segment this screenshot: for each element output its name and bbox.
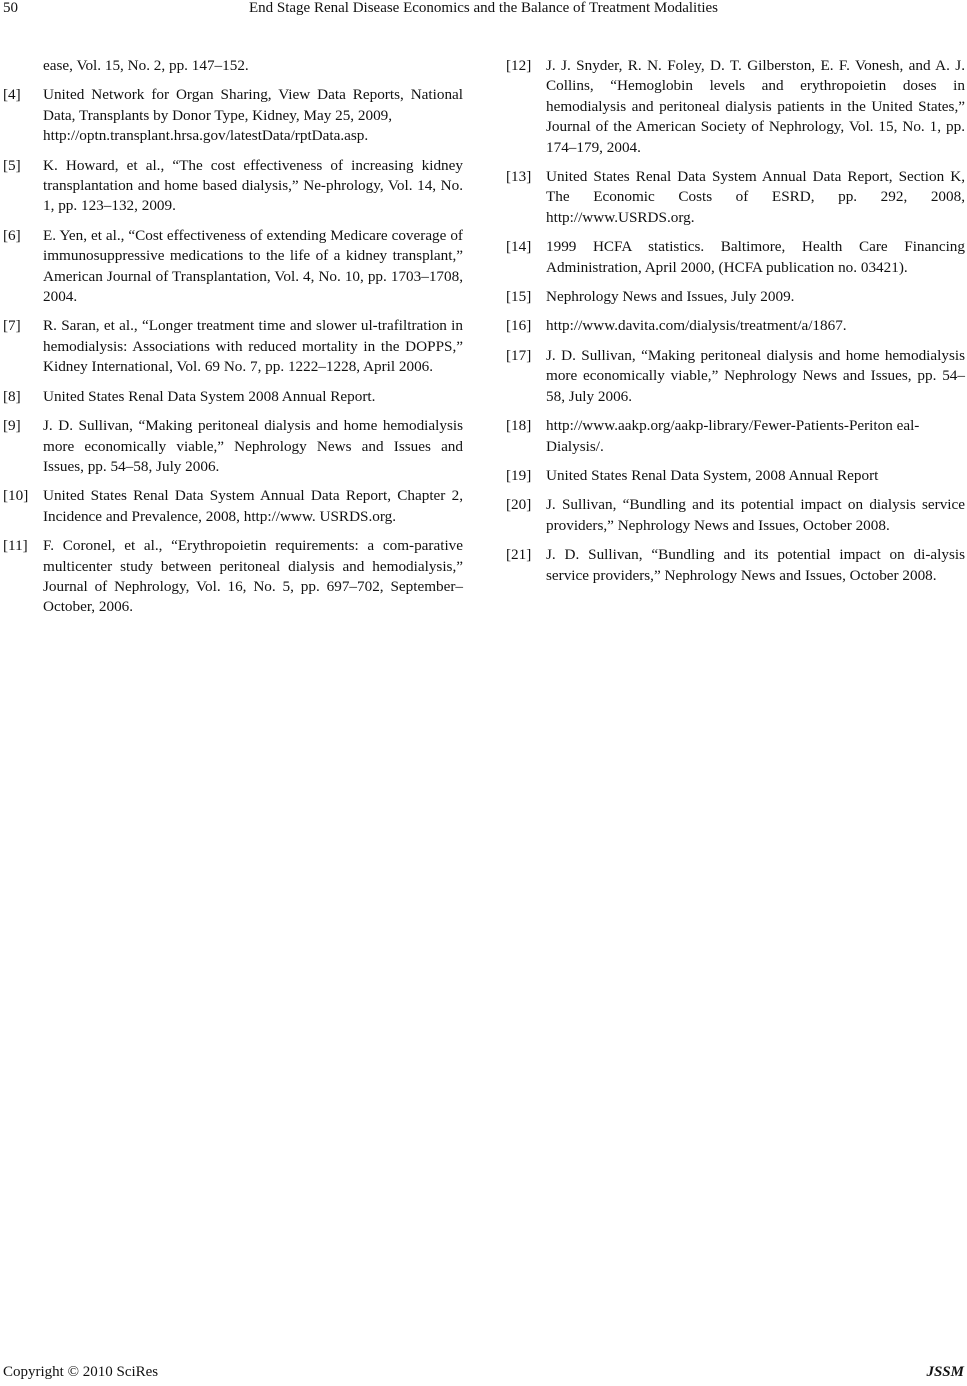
reference-item	[0, 416, 463, 477]
reference-text: J. D. Sullivan, “Bundling and its potential impact on di-alysis service providers,” Nephrology News and Issues, October 2008.	[546, 546, 965, 584]
reference-label: [7]	[3, 317, 21, 335]
reference-item	[0, 486, 463, 527]
reference-text: E. Yen, et al., “Cost effectiveness of extending Medicare coverage of immunosuppressive medications to the life of a kidney transplant,” American Journal of Transplantation, Vol. 4, No. 10, pp. 1703–1708, 2004.	[43, 226, 463, 306]
reference-item	[503, 56, 965, 158]
reference-text: United States Renal Data System Annual Data Report, Section K, The Economic Costs of ESRD, pp. 292, 2008, http://www.USRDS.org.	[546, 168, 965, 226]
reference-item	[0, 536, 463, 618]
reference-continuation: ease, Vol. 15, No. 2, pp. 147–152.	[43, 57, 249, 74]
reference-item	[503, 495, 965, 536]
reference-label: [18]	[506, 417, 532, 435]
reference-text: F. Coronel, et al., “Erythropoietin requirements: a com-parative multicenter study between peritoneal dialysis and hemodialysis,” Journal of Nephrology, Vol. 16, No. 5, pp. 697–702, September–October, 2006.	[43, 537, 463, 616]
reference-item	[0, 316, 463, 377]
reference-label: [13]	[506, 168, 532, 186]
reference-label: [4]	[3, 86, 21, 104]
reference-label: [8]	[3, 387, 21, 405]
reference-text: United States Renal Data System 2008 Annual Report.	[43, 387, 376, 405]
reference-text: J. J. Snyder, R. N. Foley, D. T. Gilberston, E. F. Vonesh, and A. J. Collins, “Hemoglobin levels and erythropoietin doses in hemodialysis and peritoneal dialysis patients in the United States,” Journal of the American Society of Nephrology, Vol. 15, No. 1, pp. 174–179, 2004.	[546, 57, 965, 156]
reference-url[interactable]: http://optn.transplant.hrsa.gov/latestData/rptData.asp.	[43, 127, 369, 145]
reference-item	[0, 226, 463, 308]
reference-item	[0, 387, 463, 407]
reference-label: [10]	[3, 487, 29, 505]
reference-label: [19]	[506, 466, 532, 484]
reference-item	[503, 346, 965, 407]
page-footer	[0, 1364, 967, 1384]
left-column	[0, 56, 463, 627]
reference-text: 1999 HCFA statistics. Baltimore, Health Care Financing Administration, April 2000, (HCFA publication no. 03421).	[546, 238, 965, 276]
reference-label: [15]	[506, 288, 532, 306]
reference-text: J. D. Sullivan, “Making peritoneal dialysis and home hemodialysis more economically viable,” Nephrology News and Issues and Issues, pp. 54–58, July 2006.	[43, 417, 463, 475]
reference-item	[503, 237, 965, 278]
reference-text: Nephrology News and Issues, July 2009.	[546, 288, 795, 306]
running-title: End Stage Renal Disease Economics and the Balance of Treatment Modalities	[248, 0, 719, 16]
page-header	[0, 0, 967, 22]
reference-text: United States Renal Data System Annual Data Report, Chapter 2, Incidence and Prevalence, 2008, http://www. USRDS.org.	[43, 487, 463, 525]
reference-label: [9]	[3, 417, 21, 435]
reference-text: J. D. Sullivan, “Making peritoneal dialysis and home hemodialysis more economically viable,” Nephrology News and Issues, pp. 54–58, July 2006.	[546, 346, 965, 405]
journal-abbreviation: JSSM	[926, 1364, 964, 1380]
reference-label: [6]	[3, 226, 21, 244]
reference-item	[503, 167, 965, 228]
reference-label: [12]	[506, 57, 532, 74]
reference-item	[503, 287, 965, 307]
reference-text: J. Sullivan, “Bundling and its potential impact on dialysis service providers,” Nephrology News and Issues, October 2008.	[546, 496, 965, 534]
reference-body: United Network for Organ Sharing, View Data Reports, National Data, Transplants by Donor Type, Kidney, May 25, 2009,	[43, 86, 463, 124]
reference-label: [5]	[3, 156, 21, 174]
reference-label: [17]	[506, 346, 532, 364]
reference-text: United States Renal Data System, 2008 Annual Report	[546, 466, 879, 484]
reference-text: R. Saran, et al., “Longer treatment time and slower ul-trafiltration in hemodialysis: Associations with reduced mortality in the DOPPS,” Kidney International, Vol. 69 No. 7, pp. 1222–1228, April 2006.	[43, 317, 463, 376]
reference-label: [16]	[506, 317, 532, 335]
reference-item	[503, 545, 965, 586]
reference-text: K. Howard, et al., “The cost effectiveness of increasing kidney transplantation and home based dialysis,” Ne-phrology, Vol. 14, No. 1, pp. 123–132, 2009.	[43, 156, 463, 215]
reference-item	[0, 156, 463, 217]
reference-label: [14]	[506, 238, 532, 256]
reference-item	[503, 416, 965, 457]
page-number: 50	[3, 0, 18, 16]
reference-item	[0, 85, 463, 146]
reference-item	[503, 316, 965, 336]
reference-label: [20]	[506, 496, 532, 514]
reference-label: [21]	[506, 546, 532, 564]
reference-url[interactable]: http://www.davita.com/dialysis/treatment/a/1867.	[546, 317, 847, 335]
reference-text	[43, 85, 463, 146]
right-column	[503, 56, 965, 595]
reference-label: [11]	[3, 537, 28, 555]
copyright-notice: Copyright © 2010 SciRes	[3, 1364, 159, 1380]
reference-url[interactable]: http://www.aakp.org/aakp-library/Fewer-Patients-Periton eal-Dialysis/.	[546, 417, 920, 455]
reference-item	[503, 466, 965, 486]
